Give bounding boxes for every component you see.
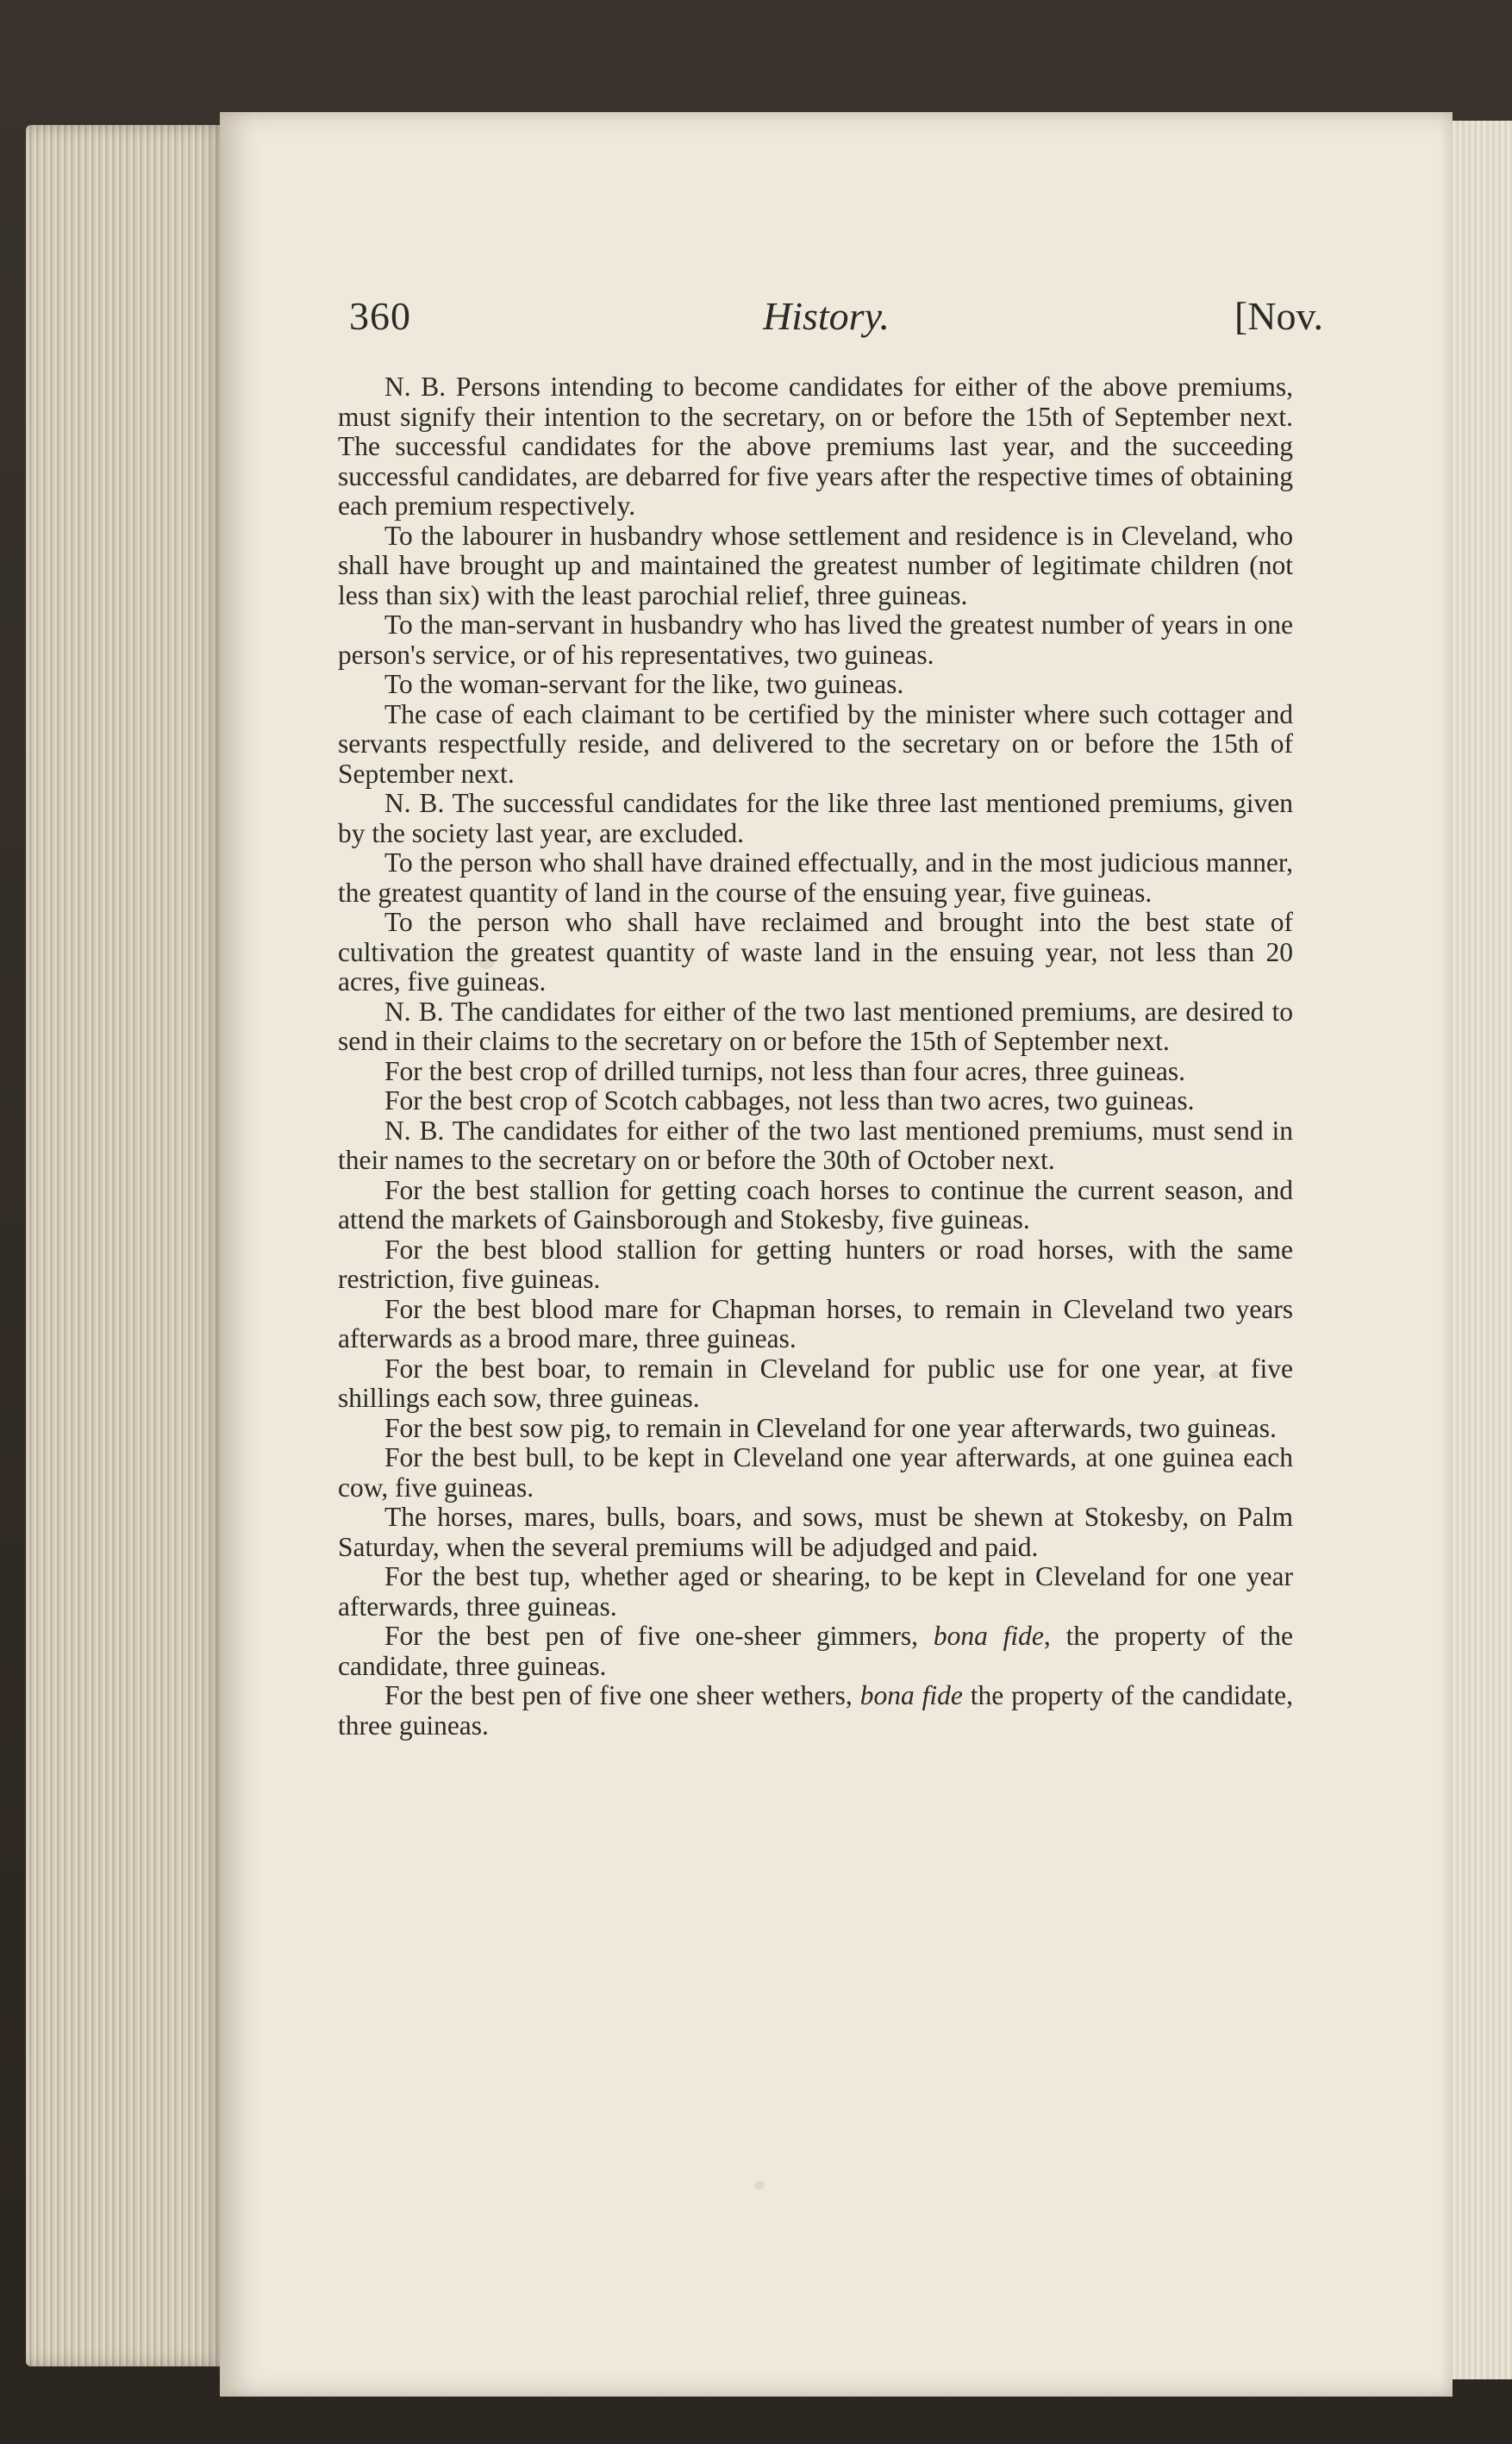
foxing-spot bbox=[754, 2181, 765, 2190]
text-run: For the best pen of five one-sheer gimmers, bbox=[384, 1621, 934, 1651]
paragraph: To the person who shall have reclaimed and brought into the best state of cultivation the greatest quantity of waste land in the ensuing year, not less than 20 acres, five guineas. bbox=[338, 907, 1293, 997]
month-marker: [Nov. bbox=[1234, 294, 1323, 338]
paragraph: For the best crop of Scotch cabbages, not less than two acres, two guineas. bbox=[384, 1085, 1195, 1116]
page-number: 360 bbox=[349, 294, 411, 338]
paragraph: To the man-servant in husbandry who has lived the greatest number of years in one person's service, or of his representatives, two guineas. bbox=[338, 609, 1293, 670]
paragraph: For the best blood stallion for getting hunters or road horses, with the same restriction, five guineas. bbox=[338, 1234, 1293, 1294]
paragraph: N. B. Persons intending to become candidates for either of the above premiums, must signify their intention to the secretary, on or before the 15th of September next. The successful candidates for the above premiums last year, and the succeeding successful candidates, are debarred for five years after the respective times of obtaining each premium respectively. bbox=[338, 372, 1293, 521]
left-page-edges bbox=[26, 125, 224, 2366]
paragraph: For the best tup, whether aged or shearing, to be kept in Cleveland for one year afterwards, three guineas. bbox=[338, 1561, 1293, 1622]
paragraph: For the best crop of drilled turnips, not less than four acres, three guineas. bbox=[384, 1055, 1186, 1086]
paragraph: For the best sow pig, to remain in Cleveland for one year afterwards, two guineas. bbox=[384, 1412, 1277, 1443]
running-title: History. bbox=[763, 294, 890, 338]
paragraph: For the best bull, to be kept in Cleveland one year afterwards, at one guinea each cow, five guineas. bbox=[338, 1442, 1293, 1503]
paragraph-wethers bbox=[338, 1681, 1293, 1741]
text-run: , the property of the candidate, three guineas. bbox=[338, 1621, 1293, 1681]
right-page-edges bbox=[1448, 121, 1512, 2379]
page-header bbox=[349, 293, 1323, 353]
paragraph: For the best blood mare for Chapman horses, to remain in Cleveland two years afterwards as a brood mare, three guineas. bbox=[338, 1293, 1293, 1353]
paragraph: To the person who shall have drained effectually, and in the most judicious manner, the greatest quantity of land in the course of the ensuing year, five guineas. bbox=[338, 847, 1293, 908]
italic-bona-fide: bona fide bbox=[933, 1621, 1044, 1651]
body-text bbox=[338, 372, 1293, 1741]
paragraph: For the best boar, to remain in Cleveland for public use for one year, at five shillings each sow, three guineas. bbox=[338, 1353, 1293, 1413]
text-run: For the best pen of five one sheer wethers, bbox=[384, 1680, 860, 1710]
paragraph: N. B. The candidates for either of the two last mentioned premiums, must send in their names to the secretary on or before the 30th of October next. bbox=[338, 1115, 1293, 1175]
italic-bona-fide: bona fide bbox=[859, 1680, 963, 1710]
paragraph: N. B. The successful candidates for the like three last mentioned premiums, given by the society last year, are excluded. bbox=[338, 788, 1293, 848]
paragraph: The horses, mares, bulls, boars, and sows, must be shewn at Stokesby, on Palm Saturday, when the several premiums will be adjudged and paid. bbox=[338, 1502, 1293, 1562]
paragraph: To the labourer in husbandry whose settlement and residence is in Cleveland, who shall have brought up and maintained the greatest number of legitimate children (not less than six) with the least parochial relief, three guineas. bbox=[338, 520, 1293, 610]
paragraph: To the woman-servant for the like, two guineas. bbox=[384, 669, 904, 699]
text-run: the property of the candidate, three guineas. bbox=[338, 1680, 1293, 1741]
paragraph: N. B. The candidates for either of the two last mentioned premiums, are desired to send in their claims to the secretary on or before the 15th of September next. bbox=[338, 996, 1293, 1056]
paragraph: For the best stallion for getting coach horses to continue the current season, and attend the markets of Gainsborough and Stokesby, five guineas. bbox=[338, 1174, 1293, 1235]
paragraph: The case of each claimant to be certified by the minister where such cottager and servants respectfully reside, and delivered to the secretary on or before the 15th of September next. bbox=[338, 698, 1293, 789]
paragraph-gimmers bbox=[338, 1622, 1293, 1681]
